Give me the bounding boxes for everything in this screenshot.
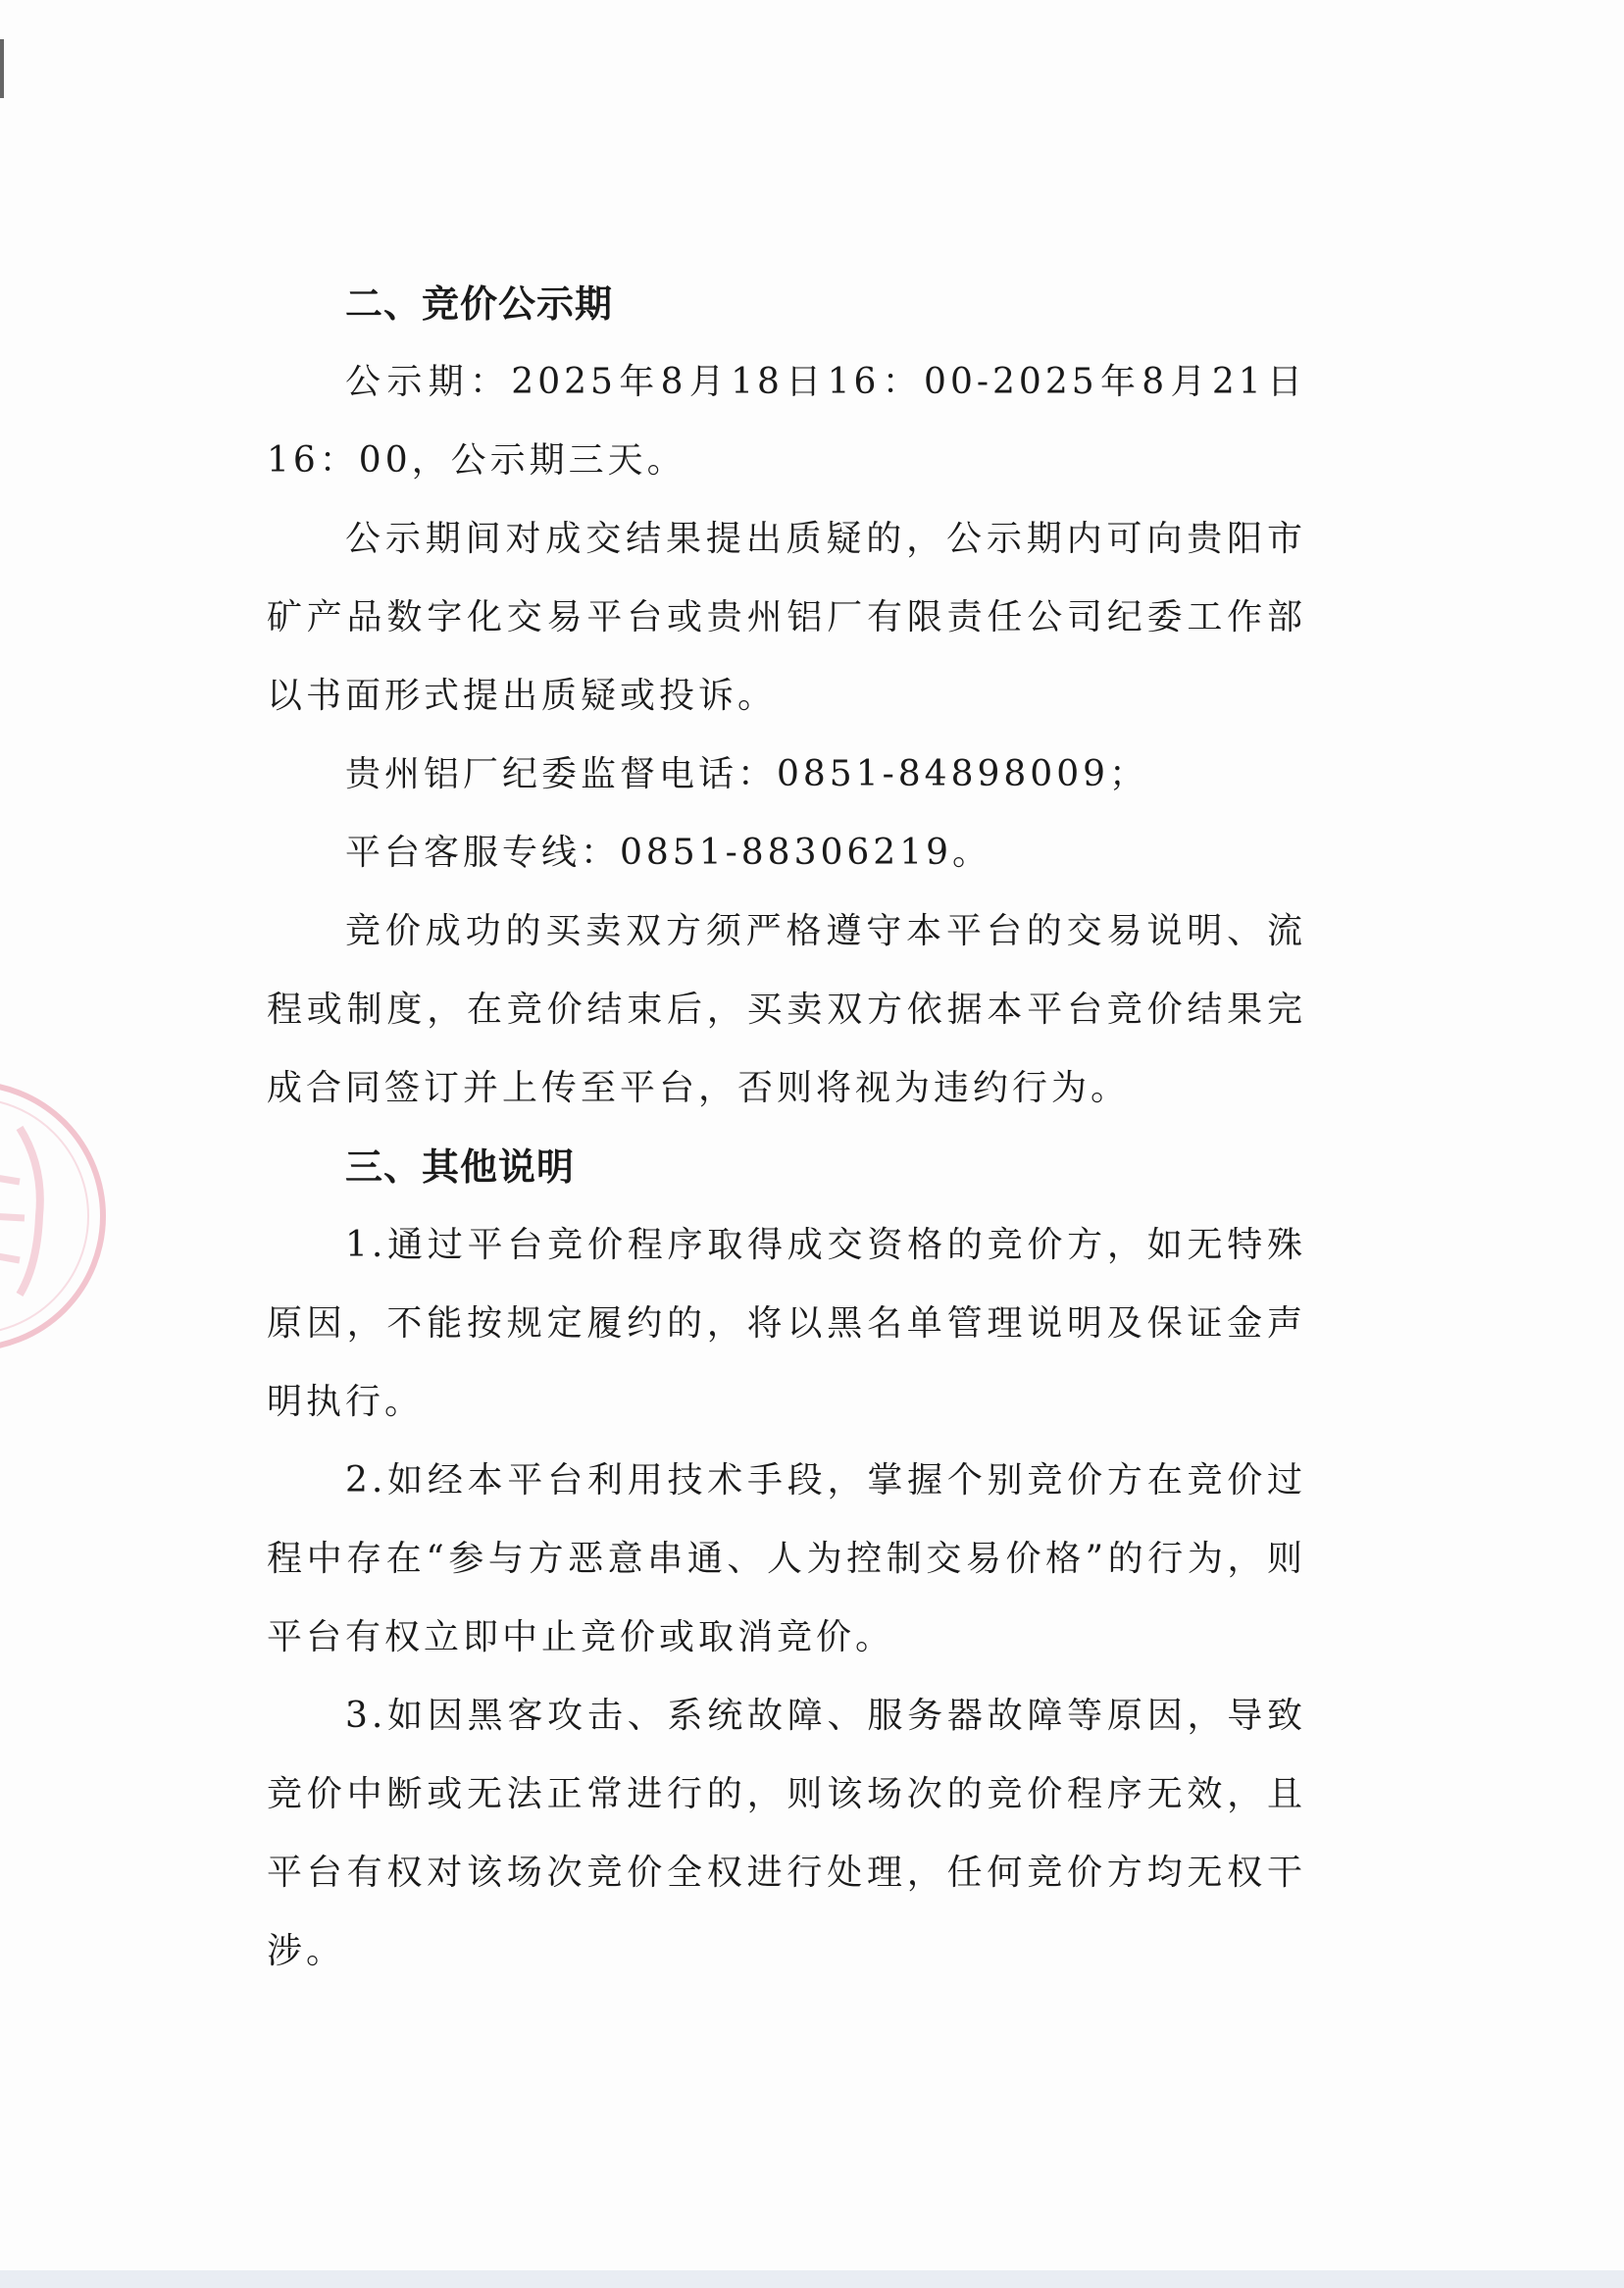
section-heading-bidding-publicity: 二、竞价公示期: [345, 282, 614, 326]
document-body: [267, 265, 1306, 1991]
scan-bottom-band: [0, 2270, 1624, 2288]
paragraph-objection: 公示期间对成交结果提出质疑的，公示期内可向贵阳市矿产品数字化交易平台或贵州铝厂有限责任公司纪委工作部以书面形式提出质疑或投诉。: [267, 519, 1306, 716]
scan-edge-mark: [0, 39, 4, 98]
paragraph-service-hotline: 平台客服专线：0851-88306219。: [345, 833, 992, 873]
paragraph-note-2: 2.如经本平台利用技术手段，掌握个别竞价方在竞价过程中存在“参与方恶意串通、人为控制交易价格”的行为，则平台有权立即中止竞价或取消竞价。: [267, 1460, 1306, 1657]
paragraph-publicity-period: 公示期：2025年8月18日16：00-2025年8月21日16：00，公示期三天。: [267, 362, 1306, 481]
red-seal-stamp-icon: [0, 1059, 118, 1373]
paragraph-note-3: 3.如因黑客攻击、系统故障、服务器故障等原因，导致竞价中断或无法正常进行的，则该场次的竞价程序无效，且平台有权对该场次竞价全权进行处理，任何竞价方均无权干涉。: [267, 1696, 1306, 1971]
paragraph-supervision-phone: 贵州铝厂纪委监督电话：0851-84898009；: [345, 754, 1149, 794]
paragraph-contract-obligation: 竞价成功的买卖双方须严格遵守本平台的交易说明、流程或制度，在竞价结束后，买卖双方依据本平台竞价结果完成合同签订并上传至平台，否则将视为违约行为。: [267, 911, 1306, 1108]
section-heading-other-notes: 三、其他说明: [345, 1145, 576, 1189]
paragraph-note-1: 1.通过平台竞价程序取得成交资格的竞价方，如无特殊原因，不能按规定履约的，将以黑名单管理说明及保证金声明执行。: [267, 1225, 1306, 1422]
